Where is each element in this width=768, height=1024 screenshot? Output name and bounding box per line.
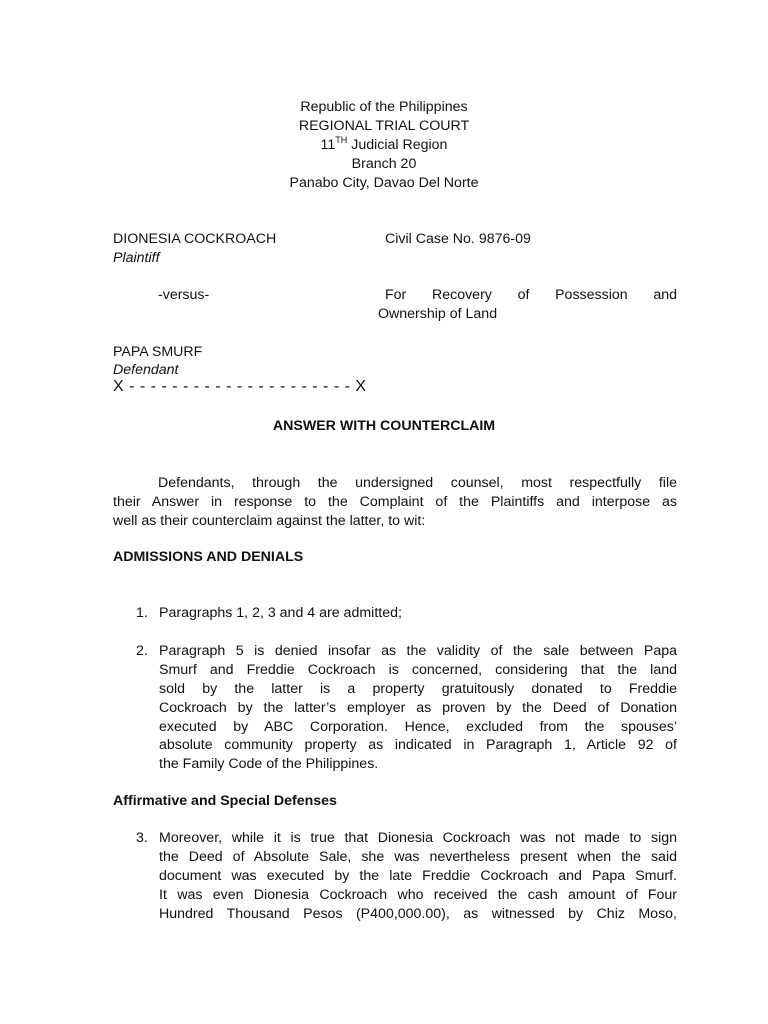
- section-heading-admissions: ADMISSIONS AND DENIALS: [113, 549, 304, 565]
- caption-separator: X - - - - - - - - - - - - - - - - - - - - - X: [113, 378, 367, 395]
- item-line: Paragraph 5 is denied insofar as the validity of the sale between Papa: [159, 643, 677, 659]
- item-line: the Deed of Absolute Sale, she was nevertheless present when the said: [159, 849, 677, 865]
- document-title: ANSWER WITH COUNTERCLAIM: [272, 418, 496, 434]
- versus-label: -versus-: [158, 287, 210, 303]
- header-republic: Republic of the Philippines: [300, 99, 468, 115]
- case-nature-line1: For Recovery of Possession and: [385, 287, 677, 303]
- header-branch: Branch 20: [351, 156, 417, 172]
- case-nature-line2: Ownership of Land: [378, 306, 498, 322]
- case-number: Civil Case No. 9876-09: [385, 231, 531, 247]
- item-line: Hundred Thousand Pesos (P400,000.00), as witnessed by Chiz Moso,: [159, 906, 677, 922]
- item-number: 3.: [136, 830, 148, 846]
- region-number: 11: [320, 137, 336, 153]
- header-city: Panabo City, Davao Del Norte: [289, 175, 479, 191]
- item-number: 2.: [136, 643, 148, 659]
- plaintiff-name: DIONESIA COCKROACH: [113, 231, 277, 247]
- item-line: Smurf and Freddie Cockroach is concerned, considering that the land: [159, 662, 677, 678]
- defendant-role: Defendant: [113, 362, 179, 378]
- header-region: [0, 136, 768, 155]
- item-number: 1.: [136, 605, 148, 621]
- defendant-name: PAPA SMURF: [113, 344, 203, 360]
- item-line: document was executed by the late Freddie Cockroach and Papa Smurf.: [159, 868, 677, 884]
- intro-line: well as their counterclaim against the latter, to wit:: [113, 513, 426, 529]
- region-text: Judicial Region: [347, 137, 448, 153]
- item-line: It was even Dionesia Cockroach who received the cash amount of Four: [159, 887, 677, 903]
- item-line: sold by the latter is a property gratuitously donated to Freddie: [159, 681, 677, 697]
- plaintiff-role: Plaintiff: [113, 250, 160, 266]
- item-text: Paragraphs 1, 2, 3 and 4 are admitted;: [159, 605, 402, 621]
- region-ordinal: TH: [335, 135, 348, 145]
- section-heading-defenses: Affirmative and Special Defenses: [113, 793, 337, 809]
- header-court: REGIONAL TRIAL COURT: [298, 118, 470, 134]
- item-line: executed by ABC Corporation. Hence, excluded from the spouses’: [159, 719, 677, 735]
- item-line: Moreover, while it is true that Dionesia Cockroach was not made to sign: [159, 830, 677, 846]
- item-line: Cockroach by the latter’s employer as proven by the Deed of Donation: [159, 700, 677, 716]
- intro-line: Defendants, through the undersigned counsel, most respectfully file: [158, 475, 677, 491]
- intro-line: their Answer in response to the Complaint of the Plaintiffs and interpose as: [113, 494, 677, 510]
- item-line: absolute community property as indicated in Paragraph 1, Article 92 of: [159, 737, 677, 753]
- item-line: the Family Code of the Philippines.: [159, 756, 379, 772]
